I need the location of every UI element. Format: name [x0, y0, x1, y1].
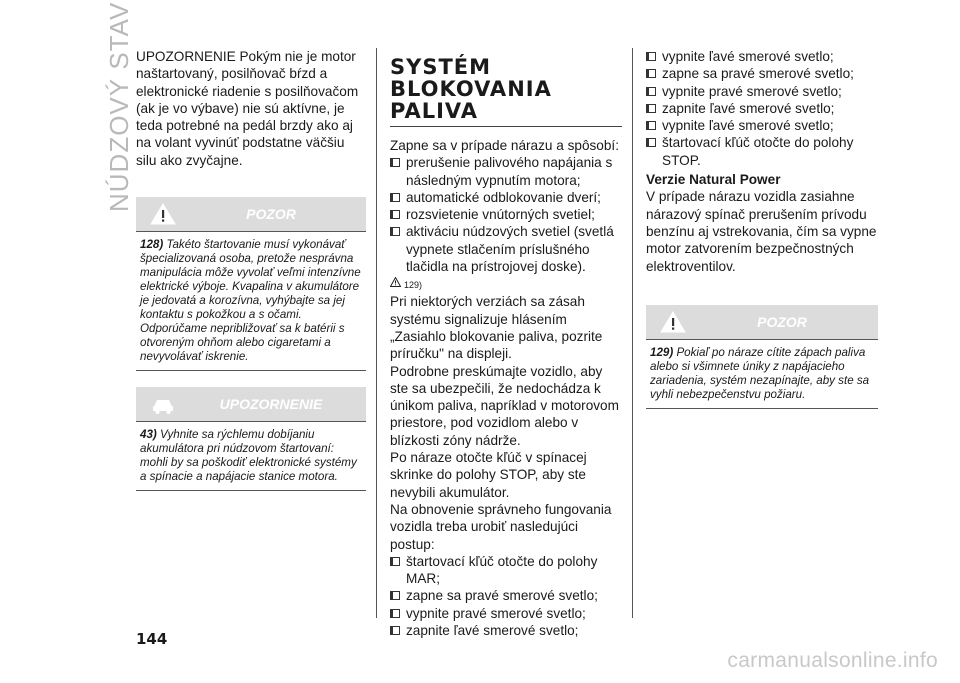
list-item	[390, 605, 622, 622]
list-item	[390, 587, 622, 604]
reference-number: 129)	[404, 280, 423, 291]
pozor-box	[646, 305, 878, 409]
column-1	[136, 48, 366, 491]
intro-paragraph: Zapne sa v prípade nárazu a spôsobí:	[390, 138, 619, 153]
paragraph: Po náraze otočte kľúč v spínacej skrinke do polohy STOP, aby ste nevybili akumulátor.	[390, 450, 587, 500]
list-item-text: zapnite ľavé smerové svetlo;	[406, 623, 579, 639]
list-item	[646, 48, 878, 65]
bullet-icon	[646, 87, 656, 96]
bullet-icon	[390, 158, 400, 167]
list-item-text: vypnite ľavé smerové svetlo;	[662, 49, 834, 64]
upozornenie-box	[136, 387, 366, 491]
note-number: 129)	[650, 345, 674, 359]
bullet-icon	[646, 138, 656, 147]
list-item-text: zapne sa pravé smerové svetlo;	[406, 588, 598, 604]
list-item	[390, 622, 622, 639]
title-rule	[390, 126, 622, 127]
bullet-icon	[646, 121, 656, 130]
list-item	[646, 134, 878, 169]
list-item-text: automatické odblokovanie dverí;	[406, 189, 601, 205]
pozor-box	[136, 197, 366, 371]
bullet-icon	[390, 591, 400, 600]
bullet-icon	[390, 227, 400, 236]
list-item	[390, 189, 622, 206]
list-item	[646, 100, 878, 117]
paragraph: Podrobne preskúmajte vozidlo, aby ste sa ubezpečili, že nedochádza k únikom paliva, napríklad v motorovom priestore, pod vozidlom alebo v blízkosti zóny nádrže.	[390, 363, 619, 448]
section-side-tab	[70, 1, 134, 212]
bullet-icon	[390, 626, 400, 635]
list-item	[646, 117, 878, 134]
list-item-text: vypnite ľavé smerové svetlo;	[662, 118, 834, 134]
list-item-text: zapne sa pravé smerové svetlo;	[662, 66, 854, 82]
list-item-text: zapnite ľavé smerové svetlo;	[662, 100, 835, 116]
list-item	[390, 223, 622, 275]
list-item-text: vypnite pravé smerové svetlo;	[662, 83, 842, 99]
note-text: Pokiaľ po náraze cítite zápach paliva alebo si všimnete úniky z napájacieho zariadenia, systém nezapínajte, aby ste sa vyhli nebezpečenstvu požiaru.	[650, 345, 870, 401]
page-number: 144	[136, 630, 168, 648]
warning-triangle-icon	[390, 277, 401, 287]
list-item-text: prerušenie palivového napájania s následným vypnutím motora;	[406, 155, 613, 188]
note-text: Takéto štartovanie musí vykonávať špecializovaná osoba, pretože nesprávna manipulácia môže vyvolať veľmi intenzívne elektrické výboje. Kvapalina v akumulátore je jedovatá a korozívna, vyhýbajte sa jej kontaktu s pokožkou a s očami. Odporúčame nepribližovať sa k batérii s otvoreným ohňom alebo cigaretami a nevyvolávať iskrenie.	[140, 238, 361, 364]
list-item	[390, 206, 622, 223]
list-item-text: aktiváciu núdzových svetiel (svetlá vypnete stlačením príslušného tlačidla na prístrojovej doske).	[406, 224, 614, 275]
bullet-icon	[646, 104, 656, 113]
column-2	[390, 48, 622, 639]
bullet-icon	[390, 557, 400, 566]
pozor-box-title: POZOR	[757, 313, 807, 330]
upozornenie-box-title: UPOZORNENIE	[219, 396, 323, 413]
bullet-icon	[646, 69, 656, 78]
paragraph: Na obnovenie správneho fungovania vozidla treba urobiť nasledujúci postup:	[390, 501, 612, 552]
column-3	[646, 48, 878, 409]
list-item	[646, 83, 878, 100]
section-title-line: SYSTÉM	[390, 55, 492, 79]
note-number: 128)	[140, 238, 164, 252]
reference-line	[390, 275, 622, 293]
pozor-box-header	[136, 197, 366, 231]
subheading: Verzie Natural Power	[646, 172, 781, 188]
list-item	[646, 65, 878, 82]
note-text: Vyhnite sa rýchlemu dobíjaniu akumulátora pri núdzovom štartovaní: mohli by sa poškodiť elektronické systémy a spínacie a napájacie stanice motora.	[140, 428, 357, 484]
column-divider	[376, 48, 377, 618]
intro-paragraph: UPOZORNENIE Pokým nie je motor naštartovaný, posilňovač bŕzd a elektronické riadenie s posilňovačom (ak je vo výbave) nie sú aktívne, je teda potrebné na pedál brzdy ako aj na volant vyvinúť podstatne väčšiu silu ako zvyčajne.	[136, 49, 359, 168]
list-item-text: štartovací kľúč otočte do polohy STOP.	[662, 135, 854, 168]
side-tab-label: NÚDZOVÝ STAV	[104, 1, 134, 212]
paragraph: Pri niektorých verziách sa zásah systému signalizuje hlásením „Zasiahlo blokovanie paliva, pozrite príručku" na displeji.	[390, 294, 603, 362]
watermark: carmanualsonline.info	[727, 649, 938, 672]
upozornenie-box-header	[136, 387, 366, 421]
list-item	[390, 154, 622, 189]
list-item-text: štartovací kľúč otočte do polohy MAR;	[406, 553, 598, 587]
pozor-box-header	[646, 305, 878, 339]
bullet-icon	[390, 193, 400, 202]
pozor-box-body	[136, 231, 366, 370]
pozor-box-body	[646, 339, 878, 408]
note-number: 43)	[140, 428, 157, 442]
section-title	[390, 56, 622, 122]
paragraph: V prípade nárazu vozidla zasiahne nárazový spínač prerušením prívodu benzínu aj vstrekovania, čím sa vypne motor zatvorením bezpečnostných elektroventilov.	[646, 189, 877, 274]
section-title-line: BLOKOVANIA	[390, 77, 552, 101]
list-item-text: rozsvietenie vnútorných svetiel;	[406, 207, 595, 223]
upozornenie-box-body	[136, 421, 366, 490]
bullet-icon	[646, 52, 656, 61]
reference-marker	[404, 280, 422, 290]
list-item-text: vypnite pravé smerové svetlo;	[406, 605, 586, 621]
bullet-icon	[390, 210, 400, 219]
column-divider	[632, 48, 633, 618]
section-title-line: PALIVA	[390, 99, 478, 123]
pozor-box-title: POZOR	[246, 206, 296, 223]
list-item	[390, 553, 622, 588]
bullet-icon	[390, 609, 400, 618]
